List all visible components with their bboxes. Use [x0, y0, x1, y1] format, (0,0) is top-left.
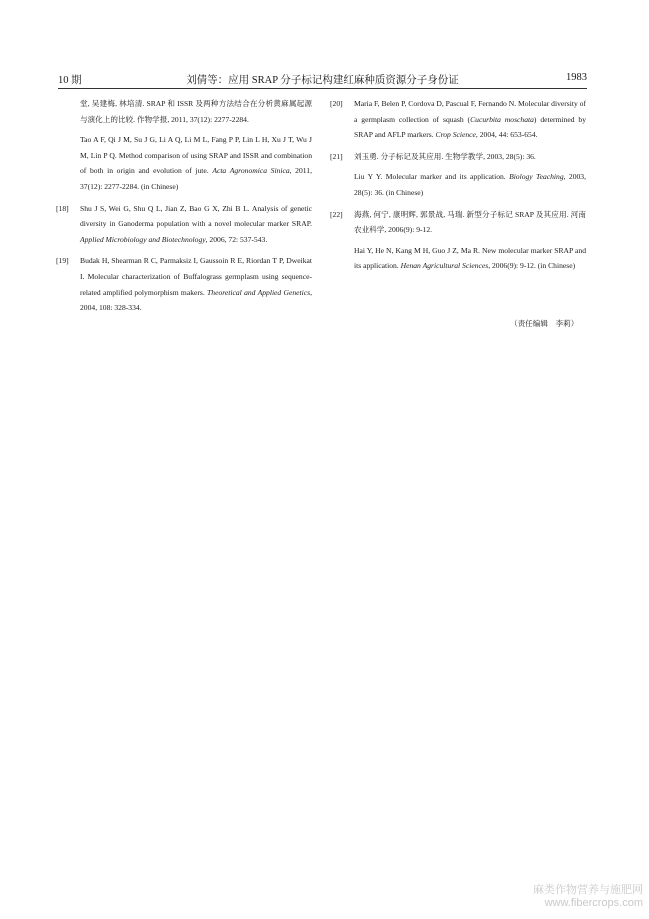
references-left-column — [56, 96, 312, 322]
reference-number: [18] — [56, 203, 69, 213]
reference-number: [21] — [330, 151, 343, 161]
page-number: 1983 — [566, 72, 587, 83]
journal-name: Biology Teaching — [509, 172, 564, 182]
reference-chinese-text: 堂, 吴建梅, 林培清. SRAP 和 ISSR 及两种方法结合在分析黄麻属起源与演化上的比较. 作物学报, 2011, 37(12): 2277-2284. — [80, 99, 312, 124]
journal-name: Theoretical and Applied Genetics — [207, 287, 311, 297]
reference-18 — [56, 201, 312, 248]
reference-chinese-text: 刘玉勇. 分子标记及其应用. 生物学教学, 2003, 28(5): 36. — [354, 151, 536, 161]
journal-name: Henan Agricultural Sciences — [400, 261, 489, 271]
header-rule — [58, 88, 587, 89]
responsible-editor: （责任编辑 李莉） — [510, 319, 579, 328]
watermark — [533, 884, 643, 910]
reference-21 — [330, 149, 586, 201]
reference-english-text: Liu Y Y. Molecular marker and its application. Biology Teaching, 2003, 28(5): 36. (in Chinese) — [354, 172, 586, 197]
reference-english-text: Hai Y, He N, Kang M H, Guo J Z, Ma R. New molecular marker SRAP and its application. Henan Agricultural Sciences, 2006(9): 9-12. (in Chinese) — [354, 245, 586, 271]
issue-number: 10 期 — [58, 75, 82, 86]
reference-text: Shu J S, Wei G, Shu Q L, Jian Z, Bao G X, Zhi B L. Analysis of genetic diversity in Ganoderma population with a novel molecular marker SRAP. Applied Microbiology and Biotechnology, 2006, 72: 537-543. — [80, 203, 312, 244]
reference-number: [19] — [56, 256, 69, 266]
reference-text: Maria F, Belen P, Cordova D, Pascual F, Fernando N. Molecular diversity of a germplasm collection of squash (Cucurbita moschata) determined by SRAP and AFLP markers. Crop Science, 2004, 44: 653-654. — [354, 99, 586, 140]
reference-chinese-text: 海燕, 何宁, 康明辉, 郭景战, 马瑞. 新型分子标记 SRAP 及其应用. 河南农业科学, 2006(9): 9-12. — [354, 209, 586, 235]
watermark-site-name: 麻类作物营养与施肥网 — [533, 884, 643, 896]
species-name: Cucurbita moschata — [470, 114, 534, 124]
reference-17-continued — [80, 96, 312, 195]
reference-22 — [330, 207, 586, 274]
references-right-column — [330, 96, 586, 280]
journal-name: Crop Science — [435, 130, 476, 140]
journal-name: Applied Microbiology and Biotechnology — [80, 234, 206, 244]
running-title: 刘倩等：应用 SRAP 分子标记构建红麻种质资源分子身份证 — [186, 75, 459, 86]
watermark-url: www.fibercrops.com — [544, 897, 643, 909]
journal-name: Acta Agronomica Sinica — [212, 166, 290, 176]
reference-20 — [330, 96, 586, 143]
reference-text: Budak H, Shearman R C, Parmaksiz I, Gaussoin R E, Riordan T P, Dweikat I. Molecular characterization of Buffalograss germplasm using sequence-related amplified polymorphism makers. Theoretical and Applied Genetics, 2004, 108: 328-334. — [80, 256, 312, 313]
running-header — [58, 72, 587, 88]
reference-19 — [56, 253, 312, 315]
reference-number: [20] — [330, 99, 343, 108]
reference-number: [22] — [330, 209, 343, 219]
reference-english-text: Tao A F, Qi J M, Su J G, Li A Q, Li M L, Fang P P, Lin L H, Xu J T, Wu J M, Lin P Q. Method comparison of using SRAP and ISSR and combination of both in origin and evolution of jute. Acta Agronomica Sinica, 2011, 37(12): 2277-2284. (in Chinese) — [80, 135, 312, 191]
